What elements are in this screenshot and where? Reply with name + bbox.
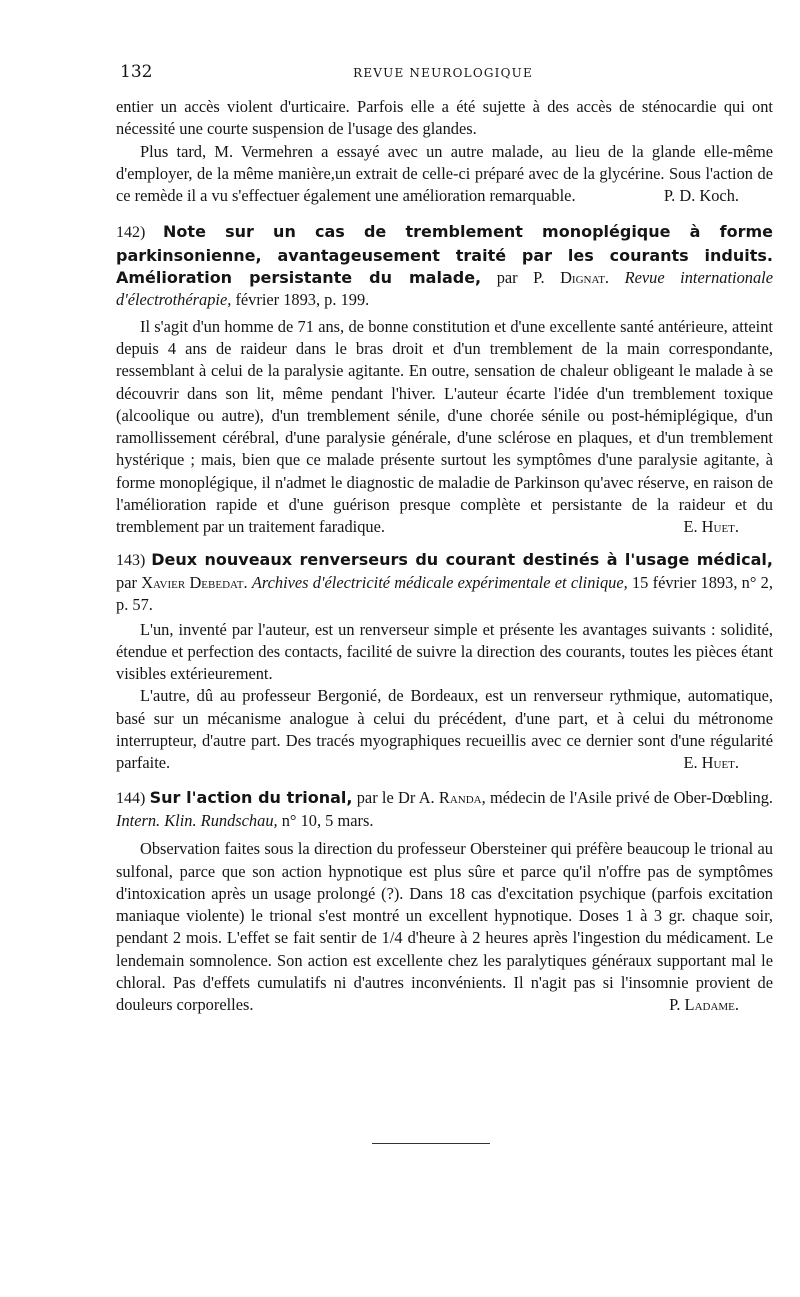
entry-paragraph: Il s'agit d'un homme de 71 ans, de bonne constitution et d'une excellente santé antérieure, atteint depuis 4 ans de raideur dans le bras droit et d'un tremblement de la main correspondante, ressemblant à celui de la paralysie agitante. En outre, sensation de chaleur obligeant le malade à se découvrir dans son lit, même pendant l'hiver. L'auteur écarte l'idée d'un tremblement toxique (alcoolique ou autre), d'un tremblement sénile, d'une chorée sénile ou post-hémiplégique, d'un ramollissement cérébral, d'une paralysie générale, d'une sclérose en plaques, et d'un tremblement hystérique ; mais, bien que ce malade présente surtout les symptômes d'une paralysie agitante, à forme monoplégique, il n'admet le diagnostic de maladie de Parkinson qu'avec réserve, en raison de l'amélioration rapide et d'une guérison presque complète et persistante de la raideur et du tremblement par un traitement faradique. E. Huet. xyxy=(116,316,773,539)
intro-signature: P. D. Koch. xyxy=(663,186,739,206)
entry-author: Randa, xyxy=(438,787,486,807)
page-number: 132 xyxy=(120,62,153,82)
entry-title: Note sur un cas de tremblement monoplégique à forme parkinsonienne, avantageusement traité par les courants induits. Amélioration persistante du malade, xyxy=(116,222,773,288)
closing-rule xyxy=(372,1143,490,1144)
entry-journal: Revue internationale d'électrothérapie, xyxy=(116,268,774,310)
entry-ref-mid: médecin de l'Asile privé de Ober-Dœbling. xyxy=(490,787,773,807)
abstract-entry-144 xyxy=(116,787,773,1017)
entry-title: Deux nouveaux renverseurs du courant destinés à l'usage médical, xyxy=(151,549,773,569)
entry-ref-par: par P. xyxy=(496,268,545,288)
entry-journal: Archives d'électricité médicale expérimentale et clinique, xyxy=(251,572,628,592)
entry-heading xyxy=(116,549,773,617)
entry-paragraph: L'un, inventé par l'auteur, est un renverseur simple et présente les avantages suivants : solidité, étendue et perfection des contacts, facilité de suivre la direction des courants, toutes les pièces étant visibles extérieurement. xyxy=(116,619,773,684)
entry-author: Xavier Debedat. xyxy=(141,572,248,592)
abstract-entry-142 xyxy=(116,221,773,538)
entry-paragraph: L'autre, dû au professeur Bergonié, de Bordeaux, est un renverseur rythmique, automatique, basé sur un mécanisme analogue à celui du précédent, d'une part, et à celui du métronome interrupteur, d'autre part. Des tracés myographiques recueillis avec ce dernier sont d'une régularité parfaite. E. Huet. xyxy=(116,685,773,774)
entry-paragraph: Observation faites sous la direction du professeur Obersteiner qui préfère beaucoup le trional au sulfonal, parce que son action hypnotique est plus sûre et parce qu'il n'offre pas de symptômes d'intoxication après un usage prolongé (?). Dans 18 cas d'excitation psychique (parfois excitation maniaque violente) le trional s'est montré un excellent hypnotique. Doses 1 à 3 gr. chaque soir, pendant 2 mois. L'effet se fait sentir de 1/4 d'heure à 2 heures après l'ingestion du médicament. Le lendemain somnolence. Son action est excellente chez les paralytiques généraux supportant mal le chloral. Pas d'effets cumulatifs ni d'autres inconvénients. Il n'agit pas si l'insomnie provient de douleurs corporelles. P. Ladame. xyxy=(116,838,773,1016)
entry-signature: E. Huet. xyxy=(683,753,739,773)
entry-ref-tail: n° 10, 5 mars. xyxy=(281,810,374,830)
page-body xyxy=(116,96,773,1017)
entry-title: Sur l'action du trional, xyxy=(149,787,353,807)
running-title: REVUE NEUROLOGIQUE xyxy=(353,66,533,80)
entry-ref-par: par xyxy=(116,572,137,592)
entry-ref-par: par le Dr A. xyxy=(356,787,435,807)
abstract-entry-143 xyxy=(116,549,773,775)
entry-ref-tail: 15 février 1893, n° 2, p. 57. xyxy=(116,572,773,615)
entry-signature: P. Ladame. xyxy=(669,995,739,1015)
intro-paragraph-2: Plus tard, M. Vermehren a essayé avec un autre malade, au lieu de la glande elle-même d'employer, de la même manière,un extrait de celle-ci préparé avec de la glycérine. Sous l'action de ce remède il a vu s'effectuer également une amélioration remarquable. P. D. Koch. xyxy=(116,141,773,208)
entry-signature: E. Huet. xyxy=(683,517,739,537)
entry-heading xyxy=(116,221,773,311)
page-header xyxy=(113,62,773,86)
entry-journal: Intern. Klin. Rundschau, xyxy=(116,810,278,830)
entry-number: 142) xyxy=(116,224,146,242)
entry-ref-tail: février 1893, p. 199. xyxy=(235,290,370,310)
intro-paragraph-1: entier un accès violent d'urticaire. Parfois elle a été sujette à des accès de sténocardie qui ont nécessité une courte suspension de l'usage des glandes. xyxy=(116,97,773,139)
entry-heading xyxy=(116,787,773,833)
entry-number: 144) xyxy=(116,789,146,807)
entry-number: 143) xyxy=(116,551,146,569)
entry-author: Dignat. xyxy=(560,268,610,288)
